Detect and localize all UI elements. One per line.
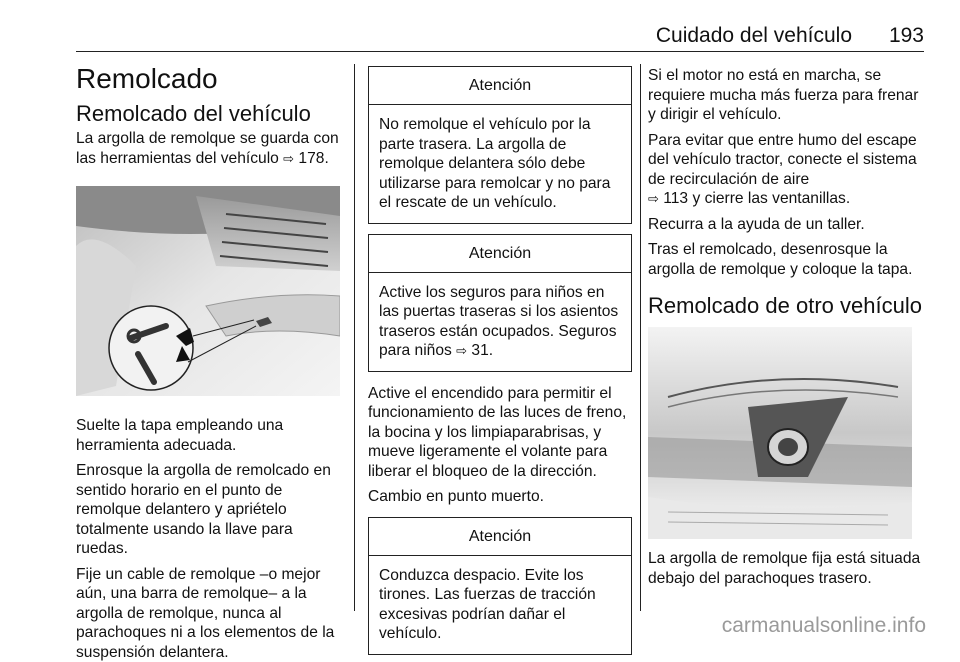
paragraph-fixed-eye: La argolla de remolque fija está situada debajo del parachoques trasero. xyxy=(648,549,926,588)
page-number: 193 xyxy=(889,24,924,48)
notice-box-3 xyxy=(368,517,632,655)
column-1 xyxy=(76,60,346,662)
column-divider-2 xyxy=(640,64,641,611)
front-tow-eye-illustration xyxy=(76,186,340,396)
watermark: carmanualsonline.info xyxy=(722,614,926,638)
paragraph-screw-eye: Enrosque la argolla de remolcado en sentido horario en el punto de remolque delantero y apriételo totalmente usando la llave para ruedas. xyxy=(76,461,346,559)
rear-tow-eye-illustration xyxy=(648,327,912,539)
paragraph-engine-off: Si el motor no está en marcha, se requiere mucha más fuerza para frenar y dirigir el vehículo. xyxy=(648,66,926,125)
notice-title: Atención xyxy=(369,518,631,556)
notice-box-2 xyxy=(368,234,632,372)
ref-arrow-icon: ⇨ xyxy=(648,191,659,206)
subheading-towing-other: Remolcado de otro vehículo xyxy=(648,293,926,319)
intro-paragraph: La argolla de remolque se guarda con las herramientas del vehículo ⇨ 178. xyxy=(76,129,346,168)
paragraph-after-towing: Tras el remolcado, desenrosque la argolla de remolque y coloque la tapa. xyxy=(648,240,926,279)
header-rule xyxy=(76,51,924,52)
page-header xyxy=(76,22,924,52)
column-3 xyxy=(648,66,926,588)
rear-bumper-image xyxy=(648,327,912,539)
notice-text: Active los seguros para niños en las puertas traseras si los asientos traseros están ocupados. Seguros para niños ⇨ 31. xyxy=(379,283,621,361)
ref-arrow-icon: ⇨ xyxy=(283,151,294,166)
notice-title: Atención xyxy=(369,67,631,105)
paragraph-remove-cover: Suelte la tapa empleando una herramienta adecuada. xyxy=(76,416,346,455)
paragraph-neutral: Cambio en punto muerto. xyxy=(368,487,632,507)
paragraph-exhaust: Para evitar que entre humo del escape del vehículo tractor, conecte el sistema de recirculación de aire ⇨ 113 y cierre las ventanillas. xyxy=(648,131,926,209)
paragraph-ignition: Active el encendido para permitir el funcionamiento de las luces de freno, la bocina y los limpiaparabrisas, y mueve ligeramente el volante para liberar el bloqueo de la dirección. xyxy=(368,384,632,482)
column-2 xyxy=(368,66,632,655)
paragraph-attach-cable: Fije un cable de remolque –o mejor aún, una barra de remolque– a la argolla de remolque, nunca al parachoques ni a los elementos de la suspensión delantera. xyxy=(76,565,346,662)
main-heading: Remolcado xyxy=(76,62,346,96)
front-bumper-image xyxy=(76,186,340,396)
ref-arrow-icon: ⇨ xyxy=(456,343,467,358)
column-divider-1 xyxy=(354,64,355,611)
paragraph-workshop: Recurra a la ayuda de un taller. xyxy=(648,215,926,235)
subheading-towing-vehicle: Remolcado del vehículo xyxy=(76,101,346,127)
section-title: Cuidado del vehículo xyxy=(656,24,852,48)
notice-box-1 xyxy=(368,66,632,224)
notice-text: Conduzca despacio. Evite los tirones. Las fuerzas de tracción excesivas podrían dañar el vehículo. xyxy=(379,566,621,644)
notice-text: No remolque el vehículo por la parte trasera. La argolla de remolque delantera sólo debe utilizarse para remolcar y no para el rescate de un vehículo. xyxy=(379,115,621,213)
notice-title: Atención xyxy=(369,235,631,273)
